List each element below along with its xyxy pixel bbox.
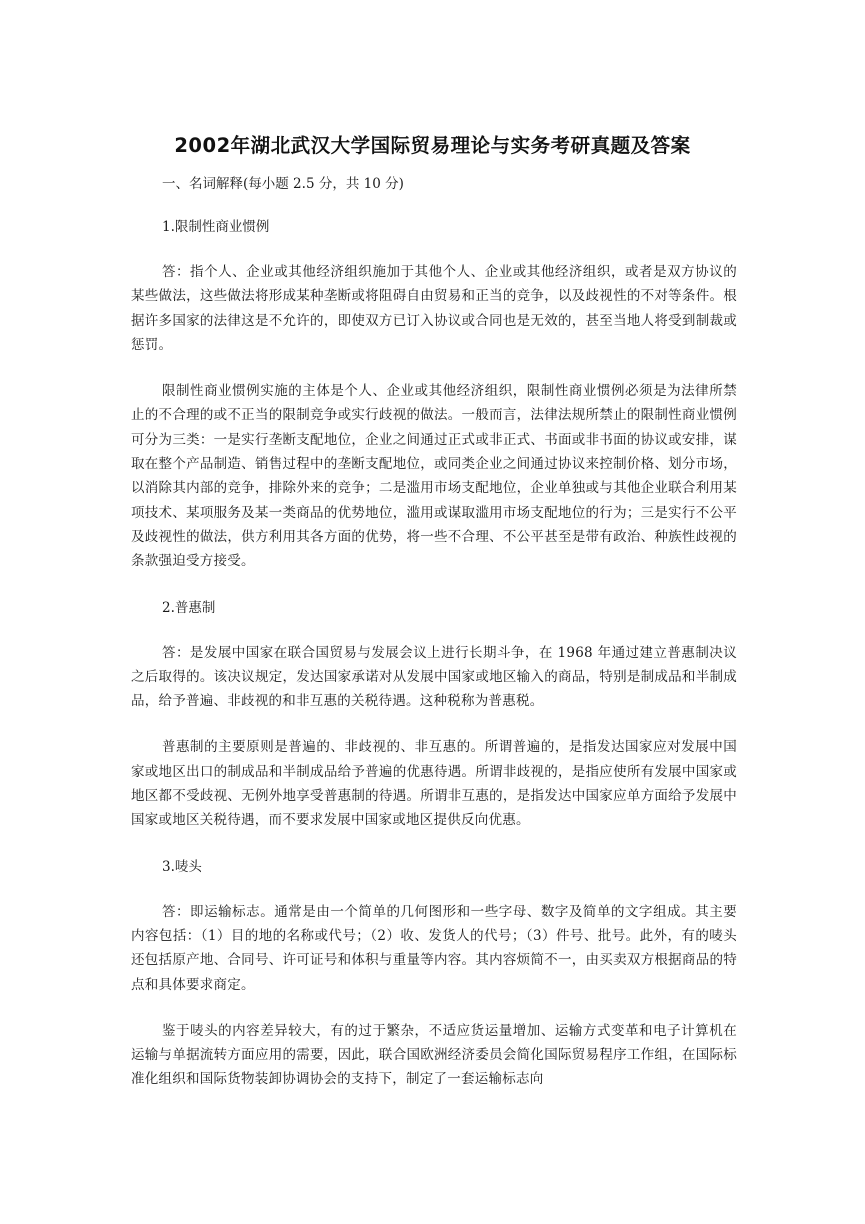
term-2-detail-paragraph: 普惠制的主要原则是普遍的、非歧视的、非互惠的。所谓普遍的，是指发达国家应对发展中国家或地区出口的制成品和半制成品给予普遍的优惠待遇。所谓非歧视的，是指应使所有发展中国家或地区都不受歧视、无例外地享受普惠制的待遇。所谓非互惠的，是指发达中国家应单方面给予发展中国家或地区关税待遇，而不要求发展中国家或地区提供反向优惠。 bbox=[131, 739, 737, 829]
term-3-detail-paragraph: 鉴于唛头的内容差异较大，有的过于繁杂，不适应货运量增加、运输方式变革和电子计算机在运输与单据流转方面应用的需要，因此，联合国欧洲经济委员会简化国际贸易程序工作组，在国际标准化组织和国际货物装卸协调协会的支持下，制定了一套运输标志向 bbox=[131, 1022, 737, 1088]
term-1-detail-paragraph: 限制性商业惯例实施的主体是个人、企业或其他经济组织，限制性商业惯例必须是为法律所禁止的不合理的或不正当的限制竞争或实行歧视的做法。一般而言，法律法规所禁止的限制性商业惯例可分为三类：一是实行垄断支配地位，企业之间通过正式或非正式、书面或非书面的协议或安排，谋取在整个产品制造、销售过程中的垄断支配地位，或同类企业之间通过协议来控制价格、划分市场，以消除其内部的竞争，排除外来的竞争；二是滥用市场支配地位，企业单独或与其他企业联合利用某项技术、某项服务及某一类商品的优势地位，滥用或谋取滥用市场支配地位的行为；三是实行不公平及歧视性的做法，供方利用其各方面的优势，将一些不合理、不公平甚至是带有政治、种族性歧视的条款强迫受方接受。 bbox=[131, 383, 737, 570]
term-heading-3: 3.唛头 bbox=[162, 858, 202, 875]
section-heading: 一、名词解释(每小题 2.5 分，共 10 分) bbox=[162, 176, 404, 192]
term-1-answer-paragraph: 答：指个人、企业或其他经济组织施加于其他个人、企业或其他经济组织，或者是双方协议的某些做法，这些做法将形成某种垄断或将阻碍自由贸易和正当的竞争，以及歧视性的不对等条件。根据许多国家的法律这是不允许的，即使双方已订入协议或合同也是无效的，甚至当地人将受到制裁或惩罚。 bbox=[131, 264, 737, 353]
term-2-answer-paragraph: 答：是发展中国家在联合国贸易与发展会议上进行长期斗争，在 1968 年通过建立普惠制决议之后取得的。该决议规定，发达国家承诺对从发展中国家或地区输入的商品，特别是制成品和半制成品，给予普遍、非歧视的和非互惠的关税待遇。这种税称为普惠税。 bbox=[131, 644, 737, 710]
document-body bbox=[131, 172, 737, 1114]
term-heading-1: 1.限制性商业惯例 bbox=[162, 219, 270, 235]
term-heading-2: 2.普惠制 bbox=[162, 599, 216, 616]
term-3-answer-paragraph: 答：即运输标志。通常是由一个简单的几何图形和一些字母、数字及简单的文字组成。其主要内容包括：（1）目的地的名称或代号；（2）收、发货人的代号；（3）件号、批号。此外，有的唛头还包括原产地、合同号、许可证号和体积与重量等内容。其内容烦简不一，由买卖双方根据商品的特点和具体要求商定。 bbox=[131, 903, 737, 993]
document-title: 2002年湖北武汉大学国际贸易理论与实务考研真题及答案 bbox=[174, 134, 691, 158]
